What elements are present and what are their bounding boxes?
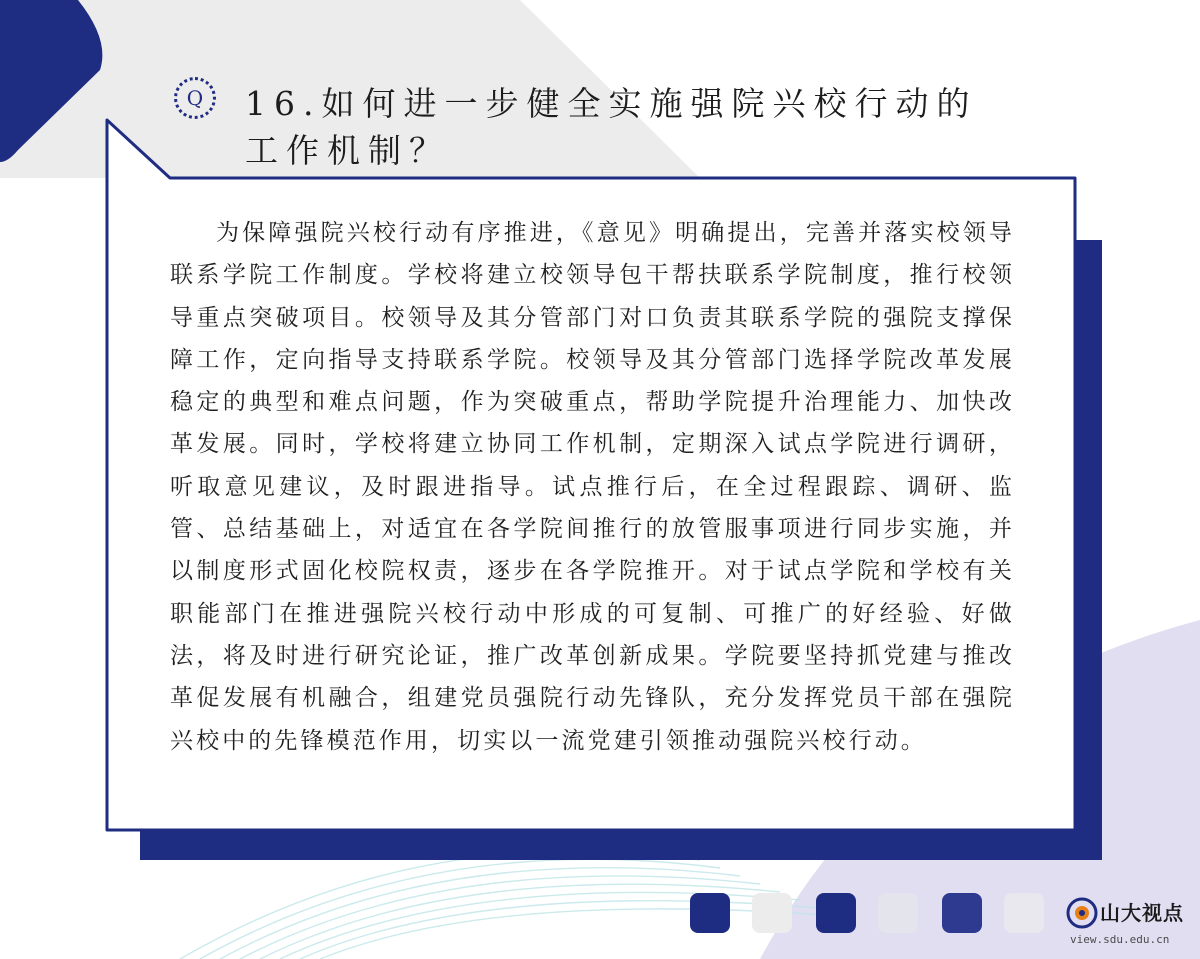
decorative-dot-3 — [816, 893, 856, 933]
answer-paragraph: 为保障强院兴校行动有序推进，《意见》明确提出，完善并落实校领导联系学院工作制度。学校将建立校领导包干帮扶联系学院制度，推行校领导重点突破项目。校领导及其分管部门对口负责其联系学院的强院支撑保障工作，定向指导支持联系学院。校领导及其分管部门选择学院改革发展稳定的典型和难点问题，作为突破重点，帮助学院提升治理能力、加快改革发展。同时，学校将建立协同工作机制，定期深入试点学院进行调研，听取意见建议，及时跟进指导。试点推行后，在全过程跟踪、调研、监管、总结基础上，对适宜在各学院间推行的放管服事项进行同步实施，并以制度形式固化校院权责，逐步在各学院推开。对于试点学院和学校有关职能部门在推进强院兴校行动中形成的可复制、可推广的好经验、好做法，将及时进行研究论证，推广改革创新成果。学院要坚持抓党建与推改革促发展有机融合，组建党员强院行动先锋队，充分发挥党员干部在强院兴校中的先锋模范作用，切实以一流党建引领推动强院兴校行动。 — [170, 220, 1015, 754]
swoosh-lines — [180, 851, 840, 959]
decorative-dot-6 — [1004, 893, 1044, 933]
decorative-dot-2 — [752, 893, 792, 933]
eye-logo-icon — [1064, 895, 1100, 931]
logo-text: 山大视点 — [1100, 901, 1184, 925]
sdu-view-logo — [1064, 893, 1194, 953]
question-badge — [174, 77, 216, 119]
question-title-line2: 工作机制？ — [245, 131, 450, 170]
decorative-dot-4 — [878, 893, 918, 933]
question-badge-letter: Q — [186, 86, 204, 110]
logo-url: view.sdu.edu.cn — [1070, 933, 1170, 946]
decorative-dot-1 — [690, 893, 730, 933]
question-title-line1: 16.如何进一步健全实施强院兴校行动的 — [245, 84, 978, 123]
decorative-dot-5 — [942, 893, 982, 933]
